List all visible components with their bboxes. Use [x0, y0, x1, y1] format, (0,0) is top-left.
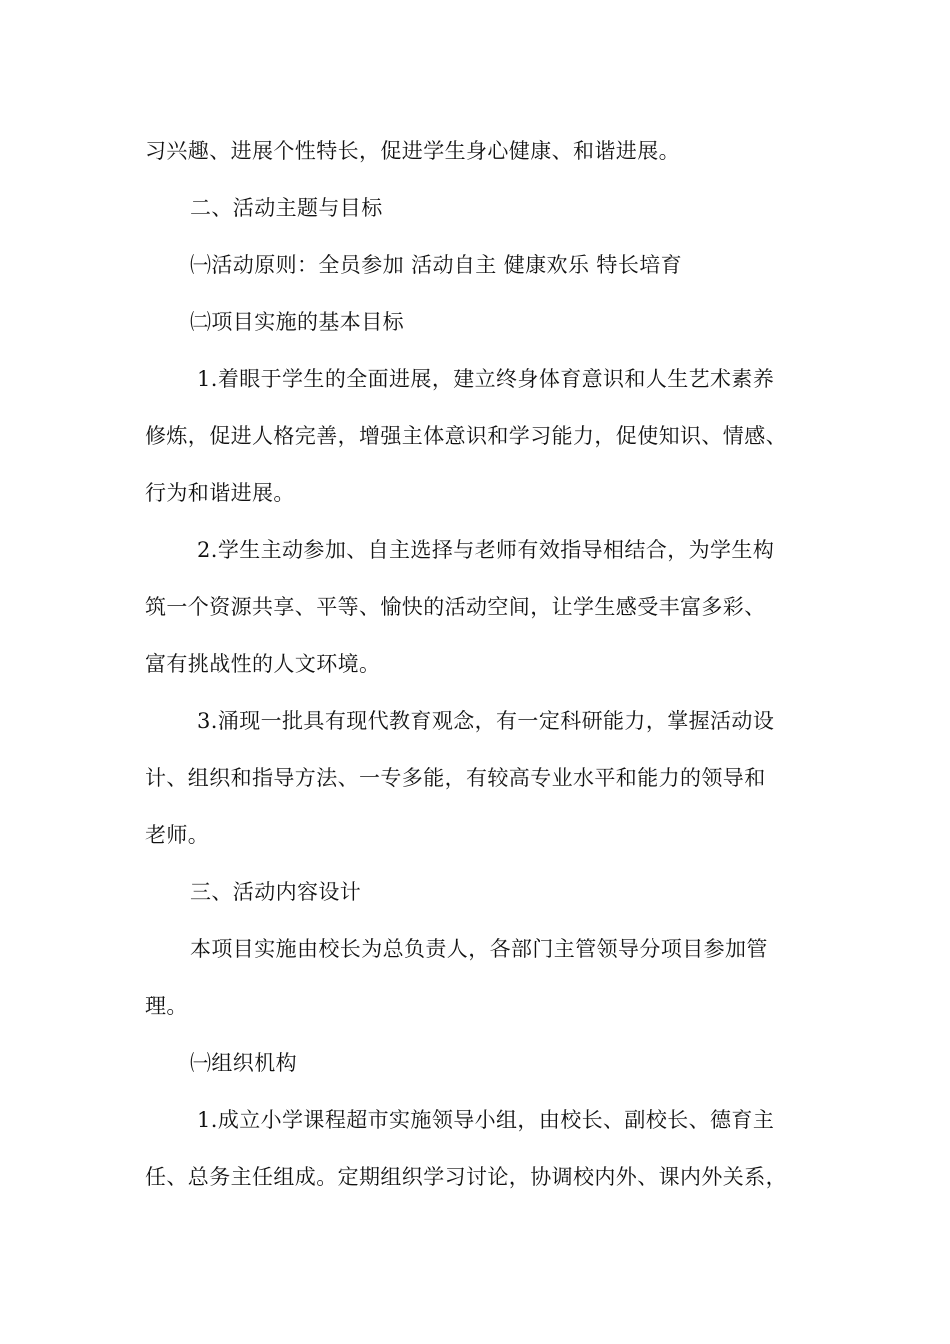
text-line: 2.学生主动参加、自主选择与老师有效指导相结合，为学生构	[197, 538, 775, 562]
text-line: 富有挑战性的人文环境。	[145, 652, 381, 676]
text-line: 3.涌现一批具有现代教育观念，有一定科研能力，掌握活动设	[197, 709, 775, 733]
text-line: 习兴趣、进展个性特长，促进学生身心健康、和谐进展。	[145, 139, 680, 163]
text-line: 计、组织和指导方法、一专多能，有较高专业水平和能力的领导和	[145, 766, 766, 790]
section-heading: 三、活动内容设计	[190, 880, 362, 904]
section-heading: 二、活动主题与目标	[190, 196, 383, 220]
subsection-heading: ㈡项目实施的基本目标	[190, 310, 404, 334]
subsection-heading: ㈠组织机构	[190, 1051, 297, 1075]
text-line: 筑一个资源共享、平等、愉快的活动空间，让学生感受丰富多彩、	[145, 595, 766, 619]
text-line: 1.着眼于学生的全面进展，建立终身体育意识和人生艺术素养	[197, 367, 775, 391]
text-line: 修炼，促进人格完善，增强主体意识和学习能力，促使知识、情感、	[145, 424, 787, 448]
text-line: 老师。	[145, 823, 210, 847]
text-line: 理。	[145, 994, 188, 1018]
subsection-heading: ㈠活动原则：全员参加 活动自主 健康欢乐 特长培育	[190, 253, 683, 277]
text-line: 任、总务主任组成。定期组织学习讨论，协调校内外、课内外关系，	[145, 1165, 787, 1189]
text-line: 本项目实施由校长为总负责人，各部门主管领导分项目参加管	[190, 937, 768, 961]
text-line: 1.成立小学课程超市实施领导小组，由校长、副校长、德育主	[197, 1108, 775, 1132]
text-line: 行为和谐进展。	[145, 481, 295, 505]
